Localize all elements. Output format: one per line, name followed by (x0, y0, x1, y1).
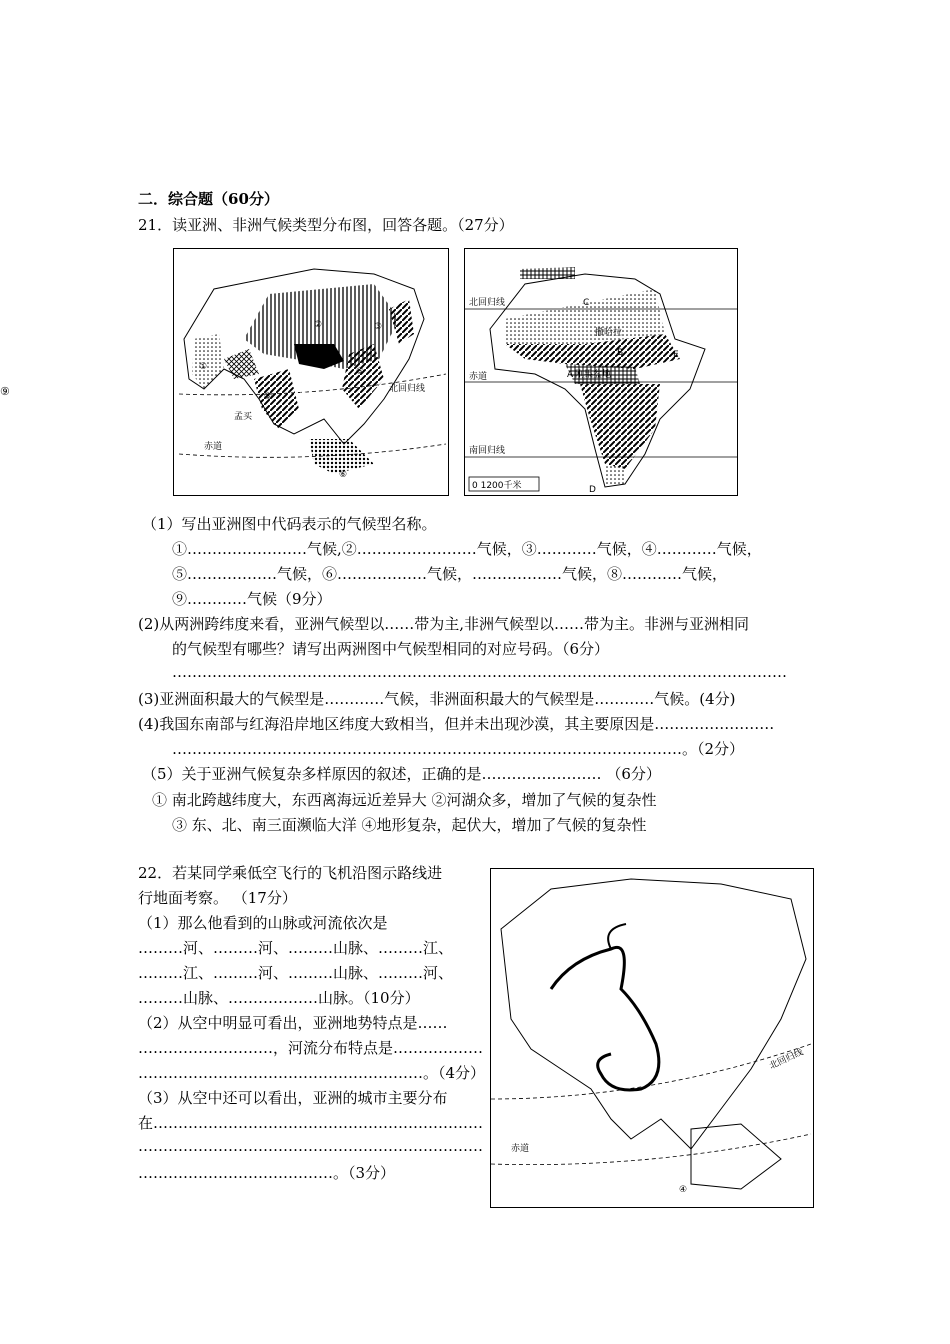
q21-p5-opt1: ① 南北跨越纬度大，东西离海远近差异大 ②河湖众多，增加了气候的复杂性 (152, 791, 657, 809)
q22-p1-line1: （1）那么他看到的山脉或河流依次是 (138, 914, 388, 932)
q21-p5-opt2: ③ 东、北、南三面濒临大洋 ④地形复杂，起伏大，增加了气候的复杂性 (172, 816, 647, 834)
q22-p3-line1: （3）从空中还可以看出，亚洲的城市主要分布 (138, 1089, 448, 1107)
route-equator (491, 1134, 811, 1165)
af-equator-label: 赤道 (469, 372, 488, 382)
asia-climate-map (173, 248, 449, 496)
route-tropic-label: 北回归线 (768, 1047, 805, 1072)
q22-p1-line3: ………江、………河、………山脉、………河、 (138, 964, 454, 982)
asia-code-6: ⑥ (339, 470, 348, 480)
africa-map-svg (465, 249, 737, 495)
asia-code-9: ⑨ (299, 387, 308, 397)
q21-p1-line2: ⑤………………气候，⑥………………气候，………………气候，⑧…………气候， (172, 565, 728, 583)
asia-tropic-label: 北回归线 (389, 384, 426, 394)
q21-stem: 21．读亚洲、非洲气候类型分布图，回答各题。（27分） (138, 216, 514, 234)
asia-equator-label: 赤道 (204, 442, 223, 452)
asia-code-3: ③ (374, 322, 383, 332)
asia-map-svg (174, 249, 448, 495)
q21-p3: (3)亚洲面积最大的气候型是…………气候，非洲面积最大的气候型是…………气候。(4分) (138, 690, 736, 708)
section-title: 二．综合题（60分） (138, 190, 279, 208)
af-scale-label: 0 1200千米 (472, 481, 522, 491)
asia-code-1: ① (199, 362, 208, 372)
q21-p2-line2: 的气候型有哪些？请写出两洲图中气候型相同的对应号码。（6分） (172, 640, 610, 658)
asia-code-4: ④ (312, 350, 321, 360)
route-map-svg (491, 869, 813, 1207)
q21-p4-line1: (4)我国东南部与红海沿岸地区纬度大致相当，但并未出现沙漠，其主要原因是…………………… (138, 715, 775, 733)
q22-line2: 行地面考察。 （17分） (138, 889, 297, 907)
route-equator-label: 赤道 (511, 1144, 530, 1154)
q22-p2-line1: （2）从空中明显可看出，亚洲地势特点是…… (138, 1014, 448, 1032)
q21-p4-line2: …………………………………………………………………………………………。（2分） (172, 740, 745, 758)
q22-line1: 22．若某同学乘低空飞行的飞机沿图示路线进 (138, 864, 443, 882)
asia-code-2: ② (314, 320, 323, 330)
af-code-e: E (673, 350, 679, 360)
af-basin-label: 刚果盆地 (575, 370, 612, 380)
asia-code-5: ⑤ (356, 367, 365, 377)
q21-p2-line1: (2)从两洲跨纬度来看，亚洲气候型以……带为主,非洲气候型以……带为主。非洲与亚洲相同 (138, 615, 750, 633)
q22-p3-line4: …………………………………。（3分） (138, 1164, 396, 1182)
af-tropic-n-label: 北回归线 (469, 298, 506, 308)
q22-p2-line2: ………………………，河流分布特点是……………… (138, 1039, 484, 1057)
route-tropic (491, 1044, 811, 1099)
af-tropic-s-label: 南回归线 (469, 446, 506, 456)
africa-climate-map (464, 248, 738, 496)
af-code-b: B (617, 348, 624, 358)
q21-p1-line1: ①……………………气候,②……………………气候，③…………气候，④…………气候， (172, 540, 762, 558)
af-code-d: D (589, 485, 596, 495)
q21-p2-line3: …………………………………………………………………………………………………………… (172, 663, 787, 681)
af-desert-label: 撒哈拉 (595, 328, 623, 338)
q22-p1-line4: ………山脉、………………山脉。（10分） (138, 989, 420, 1007)
af-code-c: C (583, 298, 590, 308)
af-code-a: A (567, 370, 574, 380)
route-asia-outline (501, 879, 806, 1149)
route-code-label: ④ (679, 1185, 688, 1195)
q22-p1-line2: ………河、………河、………山脉、………江、 (138, 939, 454, 957)
q22-p3-line3: …………………………………………………………… (138, 1137, 483, 1155)
flight-route (551, 947, 659, 1090)
asia-code-8: ⑧ (264, 392, 273, 402)
asia-route-map (490, 868, 814, 1208)
q21-p1-intro: （1）写出亚洲图中代码表示的气候型名称。 (142, 515, 437, 533)
q22-p3-line2: 在………………………………………………………… (138, 1114, 484, 1132)
q22-p2-line3: …………………………………………………。（4分） (138, 1064, 486, 1082)
side-mark: ⑨ (0, 385, 10, 398)
q21-p5: （5）关于亚洲气候复杂多样原因的叙述，正确的是…………………… （6分） (142, 765, 661, 783)
asia-city-label: 孟买 (234, 412, 253, 422)
q21-p1-line3: ⑨…………气候（9分） (172, 590, 332, 608)
